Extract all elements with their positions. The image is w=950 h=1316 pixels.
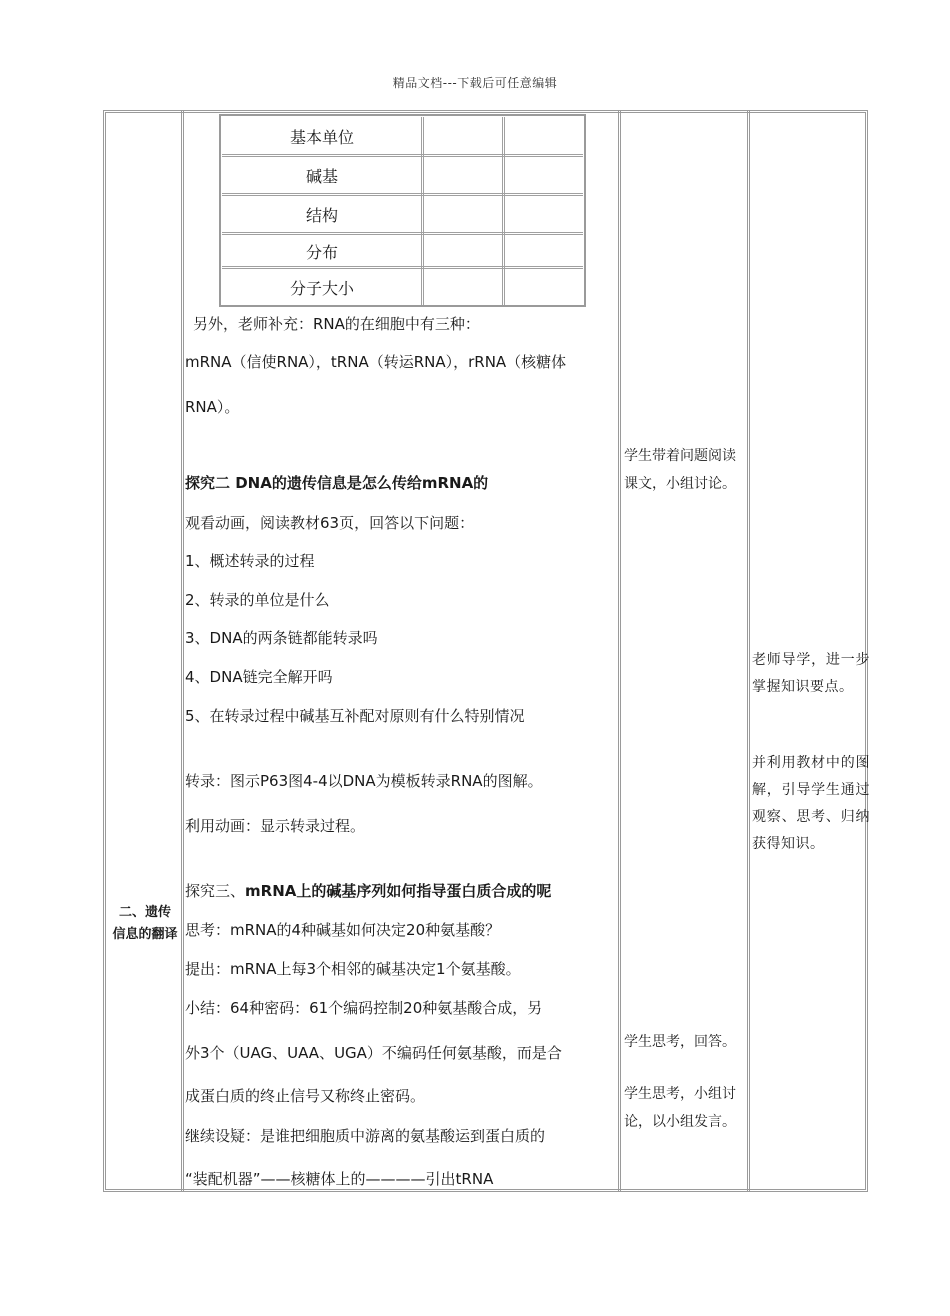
content-line: 成蛋白质的终止信号又称终止密码。: [185, 1087, 426, 1105]
section-label-line: 信息的翻译: [112, 927, 178, 942]
content-line: 小结：64种密码：61个编码控制20种氨基酸合成，另: [185, 999, 543, 1017]
question-item: 1、概述转录的过程: [185, 552, 315, 570]
content-line: 思考：mRNA的4种碱基如何决定20种氨基酸？: [185, 921, 501, 939]
student-activity-1: [624, 442, 749, 498]
content-line: 继续设疑：是谁把细胞质中游离的氨基酸运到蛋白质的: [185, 1127, 546, 1145]
comparison-table-row-line: [222, 232, 583, 235]
column-divider: [618, 110, 621, 1192]
explore3-prefix: 探究三、: [185, 882, 246, 900]
explore3-title: [185, 880, 551, 901]
comparison-table-row-line: [222, 266, 583, 269]
student-activity-line: 学生思考，小组讨: [624, 1086, 736, 1102]
student-activity-2: 学生思考，回答。: [624, 1034, 736, 1050]
student-activity-3: [624, 1080, 749, 1136]
teacher-intent-2: 并利用教材中的图解，引导学生通过观察、思考、归纳获得知识。: [752, 755, 870, 852]
content-line: 提出：mRNA上每3个相邻的碱基决定1个氨基酸。: [185, 960, 521, 978]
content-line: 转录：图示P63图4-4以DNA为模板转录RNA的图解。: [185, 772, 543, 790]
explore3-bold: mRNA上的碱基序列如何指导蛋白质合成的呢: [245, 882, 552, 900]
table-row-label: 分布: [305, 243, 338, 262]
content-line: 另外，老师补充：RNA的在细胞中有三种：: [193, 315, 480, 333]
table-row-label: 基本单位: [289, 128, 354, 147]
comparison-table-row-line: [222, 193, 583, 196]
section-label-line: 二、遗传: [118, 905, 171, 920]
question-item: 2、转录的单位是什么: [185, 591, 330, 609]
section-label: [106, 902, 184, 946]
content-line: RNA）。: [185, 398, 240, 416]
question-item: 5、在转录过程中碱基互补配对原则有什么特别情况: [185, 707, 525, 725]
content-line: 外3个（UAG、UAA、UGA）不编码任何氨基酸，而是合: [185, 1044, 562, 1062]
content-line: 利用动画：显示转录过程。: [185, 817, 366, 835]
comparison-table-row-line: [222, 154, 583, 157]
comparison-table-col-line: [502, 117, 505, 305]
content-line: mRNA（信使RNA），tRNA（转运RNA），rRNA（核糖体: [185, 353, 567, 371]
student-activity-line: 论，以小组发言。: [624, 1114, 736, 1130]
teacher-intent-1: 老师导学，进一步掌握知识要点。: [752, 652, 870, 695]
student-activity-line: 学生带着问题阅读: [624, 448, 736, 464]
column-divider: [181, 110, 184, 1192]
question-item: 3、DNA的两条链都能转录吗: [185, 629, 378, 647]
content-line: 观看动画，阅读教材63页，回答以下问题：: [185, 514, 475, 532]
explore2-title: 探究二 DNA的遗传信息是怎么传给mRNA的: [185, 474, 489, 492]
table-row-label: 分子大小: [289, 279, 354, 298]
page-header: 精品文档---下载后可任意编辑: [392, 76, 558, 90]
content-line: “装配机器”——核糖体上的————引出tRNA: [185, 1170, 494, 1188]
student-activity-line: 课文，小组讨论。: [624, 476, 736, 492]
table-row-label: 碱基: [305, 167, 338, 186]
table-row-label: 结构: [305, 206, 338, 225]
question-item: 4、DNA链完全解开吗: [185, 668, 333, 686]
